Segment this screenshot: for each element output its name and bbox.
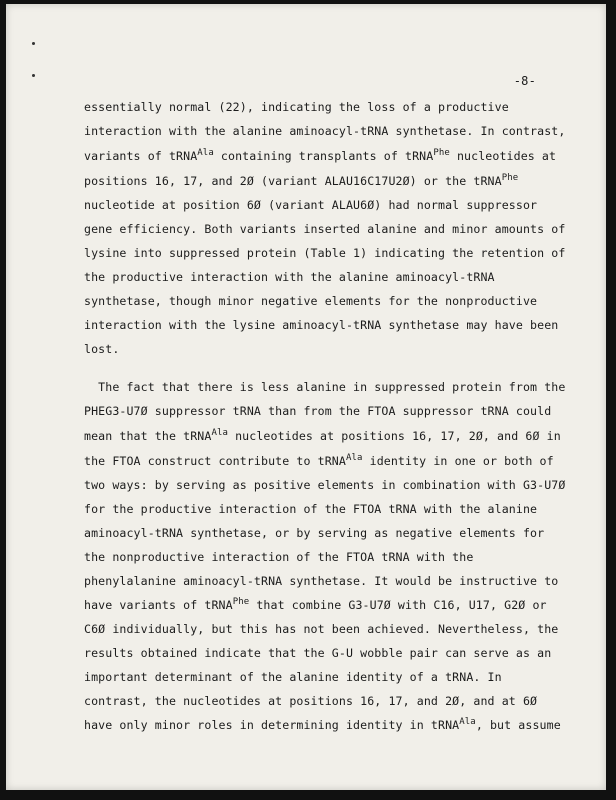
text-line: interaction with the alanine aminoacyl-tRNA synthetase. In contrast, bbox=[84, 124, 566, 138]
document-page bbox=[6, 4, 606, 790]
text-line: for the productive interaction of the FTOA tRNA with the alanine bbox=[84, 502, 538, 516]
text-line: the FTOA construct contribute to tRNA$^{Ala}$ identity in one or both of bbox=[84, 453, 554, 468]
text-line: variants of tRNA$^{Ala}$ containing transplants of tRNA$^{Phe}$ nucleotides at bbox=[84, 148, 557, 163]
text-line: lysine into suppressed protein (Table 1) indicating the retention of bbox=[84, 246, 566, 260]
text-line: nucleotide at position 6Ø (variant ALAU6Ø) had normal suppressor bbox=[84, 198, 538, 212]
text-line: mean that the tRNA$^{Ala}$ nucleotides at positions 16, 17, 2Ø, and 6Ø in bbox=[84, 428, 561, 443]
text-line: important determinant of the alanine identity of a tRNA. In bbox=[84, 670, 502, 684]
text-line: aminoacyl-tRNA synthetase, or by serving as negative elements for bbox=[84, 526, 545, 540]
text-line: the nonproductive interaction of the FTOA tRNA with the bbox=[84, 550, 474, 564]
text-line: The fact that there is less alanine in suppressed protein from the bbox=[84, 380, 566, 394]
paper-mark bbox=[32, 42, 35, 45]
text-line: lost. bbox=[84, 342, 120, 356]
text-line: PHEG3-U7Ø suppressor tRNA than from the FTOA suppressor tRNA could bbox=[84, 404, 552, 418]
text-line: the productive interaction with the alanine aminoacyl-tRNA bbox=[84, 270, 495, 284]
text-line: contrast, the nucleotides at positions 16, 17, and 2Ø, and at 6Ø bbox=[84, 694, 538, 708]
text-line: positions 16, 17, and 2Ø (variant ALAU16C17U2Ø) or the tRNA$^{Phe}$ bbox=[84, 173, 519, 188]
text-line: gene efficiency. Both variants inserted alanine and minor amounts of bbox=[84, 222, 566, 236]
text-line: essentially normal (22), indicating the loss of a productive bbox=[84, 100, 509, 114]
text-line: interaction with the lysine aminoacyl-tRNA synthetase may have been bbox=[84, 318, 559, 332]
text-line: results obtained indicate that the G-U wobble pair can serve as an bbox=[84, 646, 552, 660]
paper-mark bbox=[32, 74, 35, 77]
text-line: two ways: by serving as positive elements in combination with G3-U7Ø bbox=[84, 478, 566, 492]
text-line: phenylalanine aminoacyl-tRNA synthetase. It would be instructive to bbox=[84, 574, 559, 588]
page-number: -8- bbox=[513, 74, 536, 88]
text-line: synthetase, though minor negative elements for the nonproductive bbox=[84, 294, 538, 308]
text-line: C6Ø individually, but this has not been achieved. Nevertheless, the bbox=[84, 622, 559, 636]
text-line: have variants of tRNA$^{Phe}$ that combine G3-U7Ø with C16, U17, G2Ø or bbox=[84, 597, 547, 612]
text-line: have only minor roles in determining identity in tRNA$^{Ala}$, but assume bbox=[84, 717, 561, 732]
